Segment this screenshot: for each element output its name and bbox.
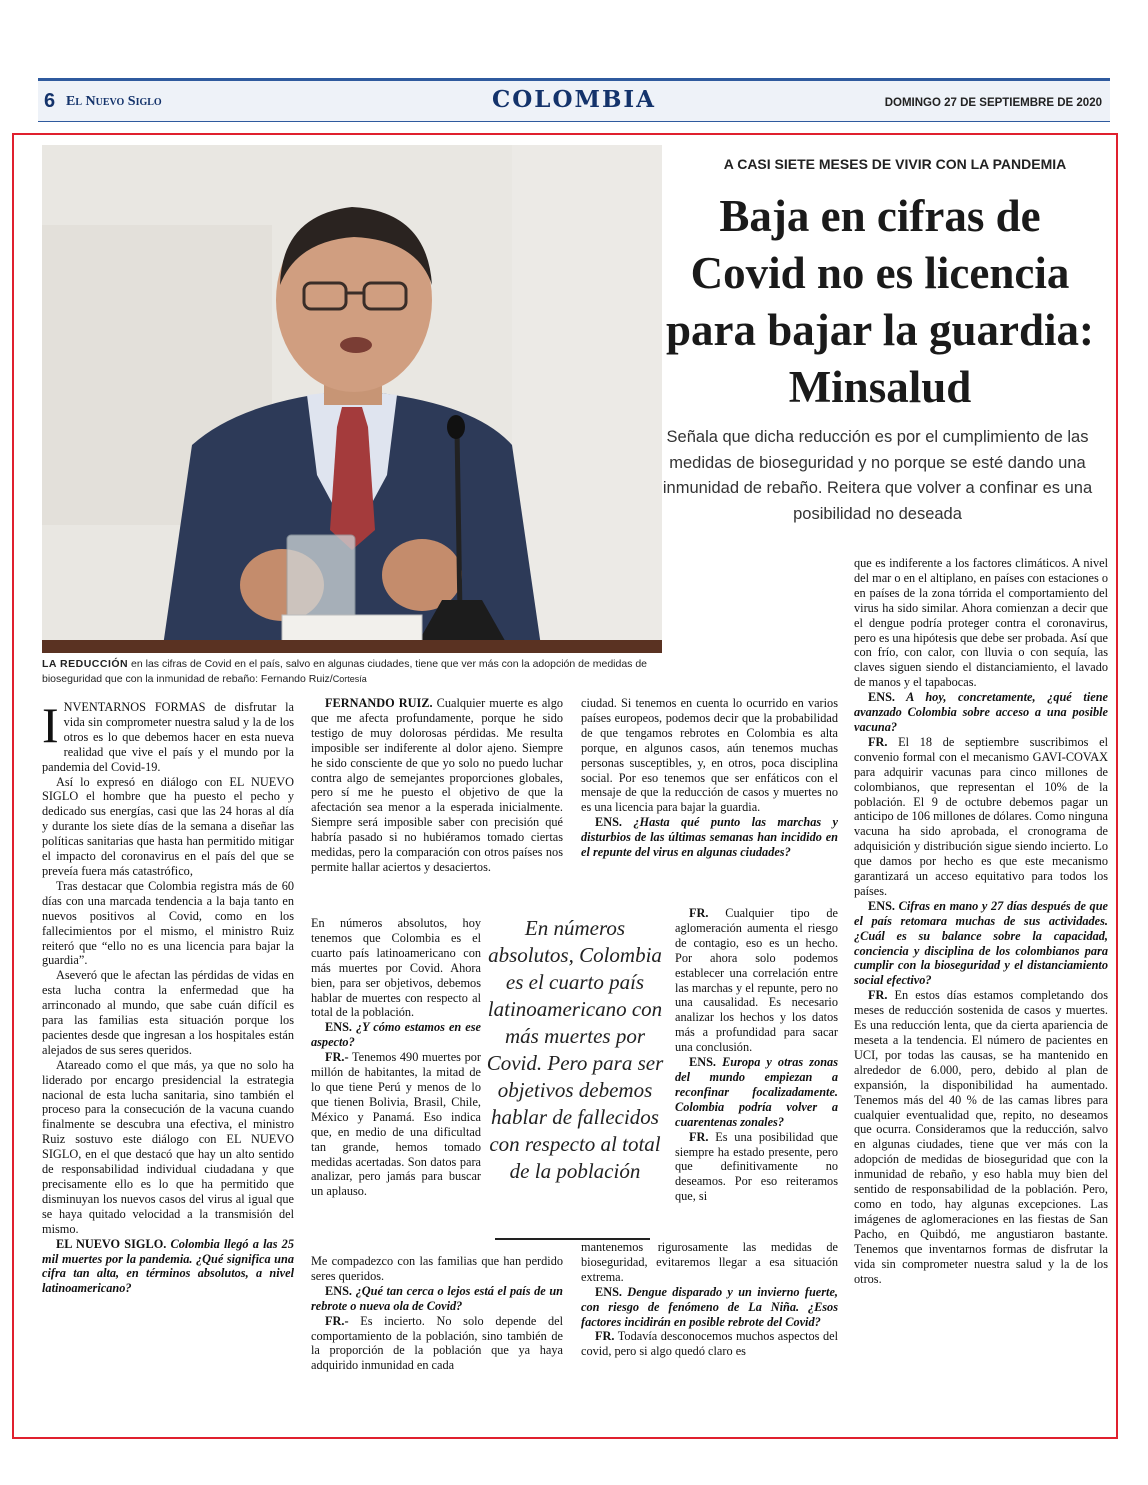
dropcap: I xyxy=(42,697,59,753)
caption-lead: LA REDUCCIÓN xyxy=(42,658,129,670)
q6: Dengue disparado y un invierno fuerte, con riesgo de fenómeno de La Niña. ¿Esos factores incidirán en posible rebrote del Covid? xyxy=(581,1284,838,1329)
q7: A hoy, concretamente, ¿qué tiene avanzado Colombia sobre acceso a una posible vacuna? xyxy=(854,690,1108,734)
q6-speaker: ENS. xyxy=(595,1284,622,1299)
column-1 xyxy=(42,697,294,1296)
caption-text: en las cifras de Covid en el país, salvo en algunas ciudades, tiene que ver más con la adopción de medidas de bioseguridad que con la inmunidad de rebaño: Fernando Ruiz/ xyxy=(42,658,648,685)
col1-p1: NVENTARNOS FORMAS de disfrutar la vida sin comprometer nuestra salud y la de los otros es lo que debemos hacer en esta nueva realidad que vive el país y el mundo por la pandemia del Covid-19. xyxy=(42,700,294,774)
a3: Es incierto. No solo depende del comportamiento de la población, sino también de la proporción de la población que ya haya adquirido inmunidad en cada xyxy=(311,1313,563,1373)
q8: Cifras en mano y 27 días después de que el país retomara muchas de sus actividades. ¿Cuál es su balance sobre la capacidad, conciencia y disciplina de los colombianos para cumplir con la bioseguridad y el distanciamiento social efectivo? xyxy=(854,898,1108,988)
column-4 xyxy=(854,556,1108,1286)
a7: El 18 de septiembre suscribimos el convenio formal con el mecanismo GAVI-COVAX para adquirir vacunas para cinco millones de colombianos, que representan el 10% de la población. El 9 de octubre debemos pagar un anticipo de 106 millones de dólares. Como ninguna vacuna ha sido aprobada, el cronograma de adquisición y distribución sigue siendo incierto. Lo que damos por hecho es que este mecanismo garantizará un acceso equitativo para todos los países. xyxy=(854,734,1108,898)
q2-speaker: ENS. xyxy=(325,1020,352,1035)
column-2 xyxy=(311,696,563,875)
col1-p2: Así lo expresó en diálogo con EL NUEVO SIGLO el hombre que ha puesto el pecho y dedicado sus energías, casi que las 24 horas al día y durante los siete días de la semana a diseñar las políticas sanitarias que hasta han permitido mitigar el impacto del coronavirus en el país del que se preveía fuera más catastrófico, xyxy=(42,774,294,878)
col4-p1: que es indiferente a los factores climáticos. A nivel del mar o en el altiplano, en países con estaciones o en países de la zona tórrida el comportamiento del virus ha sido similar. Ahora comienzan a decir que el dengue podría proteger contra el coronavirus, pero es una hipótesis que debe ser probada. Así que con frío, con calor, con lluvia o con sequía, las claves siguen siendo el distanciamiento, el lavado de manos y el tapabocas. xyxy=(854,556,1108,690)
q1-speaker: EL NUEVO SIGLO. xyxy=(56,1236,167,1251)
column-3-narrow xyxy=(675,906,838,1204)
q7-speaker: ENS. xyxy=(868,690,895,705)
caption-credit: Cortesía xyxy=(332,674,367,684)
q8-speaker: ENS. xyxy=(868,898,895,913)
col1-p3: Tras destacar que Colombia registra más de 60 días con una marcada tendencia a la baja tanto en nuevos positivos al Covid, como en los fallecimientos por el mismo, el ministro Ruiz reiteró que “ello no es una licencia para bajar la guardia”. xyxy=(42,878,294,968)
q2: ¿Y cómo estamos en ese aspecto? xyxy=(311,1020,481,1050)
a8: En estos días estamos completando dos meses de reducción sostenida de casos y muertes. Es una reducción lenta, que da cierta apariencia de meseta a la tendencia. El número de pacientes en UCI, por todas las causas, se ha mantenido en alrededor de 6.000, pero, debido al plan de expansión, la disponibilidad ha aumentado. Tenemos más del 40 % de las camas libres para cualquier eventualidad que, repito, no deseamos que ocurra. Consideramos que la reducción, salvo en algunas ciudades, tiene que ver más con la adopción de medidas de bioseguridad que con la inmunidad de rebaño, y eso habla muy bien del sentido de responsabilidad de la población. Pero, como en todo, hay algunas excepciones. Las imágenes de aglomeraciones en las fiestas de San Pacho, en Quibdó, me angustiaron bastante. Tenemos que inventarnos formas de disfrutar la vida sin comprometer nuestra salud y la de los otros. xyxy=(854,988,1108,1286)
column-3 xyxy=(581,696,838,860)
a4-speaker: FR. xyxy=(689,906,709,920)
q3: ¿Qué tan cerca o lejos está el país de un rebrote o nueva ola de Covid? xyxy=(311,1283,563,1313)
column-3-lower xyxy=(581,1240,838,1359)
a6: Todavía desconocemos muchos aspectos del covid, pero si algo quedó claro es xyxy=(581,1329,838,1359)
deck: Señala que dicha reducción es por el cumplimiento de las medidas de bioseguridad y no porque se esté dando una inmunidad de rebaño. Reitera que volver a confinar es una posibilidad no deseada xyxy=(662,428,1093,523)
q1: Colombia llegó a las 25 mil muertes por la pandemia. ¿Qué significa una cifra tan alta, en términos absolutos, a nivel latinoamericano? xyxy=(42,1236,294,1296)
a2b: Me compadezco con las familias que han perdido seres queridos. xyxy=(311,1254,563,1283)
column-2-lower xyxy=(311,1254,563,1373)
headline: Baja en cifras de Covid no es licencia para bajar la guardia: Minsalud xyxy=(666,191,1094,412)
photo-caption xyxy=(42,657,652,687)
q5: Europa y otras zonas del mundo empiezan a reconfinar focalizadamente. Colombia podría volver a cuarentenas zonales? xyxy=(675,1055,838,1129)
col3-p1: ciudad. Si tenemos en cuenta lo ocurrido en varios países europeos, podemos decir que la probabilidad de que tengamos rebrotes en Colombia es alta porque, en algunos casos, aún tenemos muchas personas susceptibles, y, en otros, poca disciplina social. Por eso tenemos que ser enfáticos con el mensaje de que la reducción de casos y muertes no es una licencia para bajar la guardia. xyxy=(581,696,838,815)
a4: Cualquier tipo de aglomeración aumenta el riesgo de contagio, eso es un hecho. Por ahora solo podemos establecer una correlación entre las marchas y el repunte, pero no una causalidad. Es necesario analizar los hechos y los datos más a profundidad para sacar una conclusión. xyxy=(675,906,838,1055)
col1-p5: Atareado como el que más, ya que no solo ha liderado por encargo presidencial la estrategia nacional de esta lucha sanitaria, sino también el proceso para la consecución de la vacuna cuando finalmente se descubra una efectiva, el ministro Ruiz sostuvo este diálogo con EL NUEVO SIGLO, en el que destacó que hay un alto sentido de responsabilidad individual ciudadana y que precisamente ello es lo que ha permitido que disminuyan los nuevos casos del virus al igual que se haya quitado velocidad a la transmisión del mismo. xyxy=(42,1057,294,1236)
paper-name: El Nuevo Siglo xyxy=(66,94,162,109)
a5: Es una posibilidad que siempre ha estado presente, pero que definitivamente no deseamos. Por eso reiteramos que, si xyxy=(675,1129,838,1204)
a6-speaker: FR. xyxy=(595,1329,615,1344)
issue-date: DOMINGO 27 DE SEPTIEMBRE DE 2020 xyxy=(884,97,1102,109)
q3-speaker: ENS. xyxy=(325,1283,352,1298)
minister-photo-illustration xyxy=(42,145,662,653)
a3-speaker: FR.- xyxy=(325,1313,349,1328)
page-header xyxy=(38,78,1110,122)
pull-quote: En números absolutos, Colombia es el cuarto país latinoamericano con más muertes por Covid. Pero para ser objetivos debemos hablar de fallecidos con respecto al total de la población xyxy=(486,916,664,1183)
q5-speaker: ENS. xyxy=(689,1055,716,1070)
a2-speaker: FR.- xyxy=(325,1050,349,1065)
kicker: A CASI SIETE MESES DE VIVIR CON LA PANDEMIA xyxy=(723,156,1067,172)
q4: ¿Hasta qué punto las marchas y disturbios de las últimas semanas han incidido en el repunte del virus en algunas ciudades? xyxy=(581,815,838,860)
a5b: mantenemos rigurosamente las medidas de bioseguridad, evitaremos llegar a esa situación extrema. xyxy=(581,1240,838,1284)
column-2-narrow xyxy=(311,916,481,1199)
a7-speaker: FR. xyxy=(868,734,888,749)
a8-speaker: FR. xyxy=(868,988,888,1003)
page-number: 6 xyxy=(44,90,56,112)
a2: Tenemos 490 muertes por millón de habitantes, la mitad de lo que tiene Perú y menos de lo que tienen Bolivia, Brasil, Chile, México y Panamá. Eso indica que, en medio de una dificultad tan grande, hemos tomado medidas acertadas. Son datos para analizar, pero jamás para buscar un aplauso. xyxy=(311,1050,481,1199)
a1-speaker: FERNANDO RUIZ. xyxy=(325,696,433,710)
a1: Cualquier muerte es algo que me afecta profundamente, porque he sido testigo de muy dolorosas pérdidas. Me resulta imposible ser indiferente al dolor ajeno. Siempre he sido consciente de que yo solo no puedo luchar contra algo de semejantes proporciones globales, pero sí me he puesto el objetivo de que la afectación sea menor a la esperada inicialmente. Siempre será imposible saber con precisión qué habría pasado si no hubiéramos tomado ciertas medidas, pero la comparación con otros países nos permite hallar aciertos y desaciertos. xyxy=(311,696,563,874)
col1-p4: Aseveró que le afectan las pérdidas de vidas en esta lucha contra la enfermedad que ha arrinconado al mundo, que sabe cuán difícil es para las familias esta situación porque los pacientes desde que ingresan a los hospitales están alejados de sus seres queridos. xyxy=(42,968,294,1057)
q4-speaker: ENS. xyxy=(595,815,622,830)
a1b: En números absolutos, hoy tenemos que Colombia es el cuarto país latinoamericano con más muertes por Covid. Ahora bien, para ser objetivos, debemos hablar de muertes con respecto al total de la población. xyxy=(311,916,481,1020)
section-title: COLOMBIA xyxy=(491,86,657,113)
a5-speaker: FR. xyxy=(689,1129,709,1144)
article-photo xyxy=(42,145,662,653)
